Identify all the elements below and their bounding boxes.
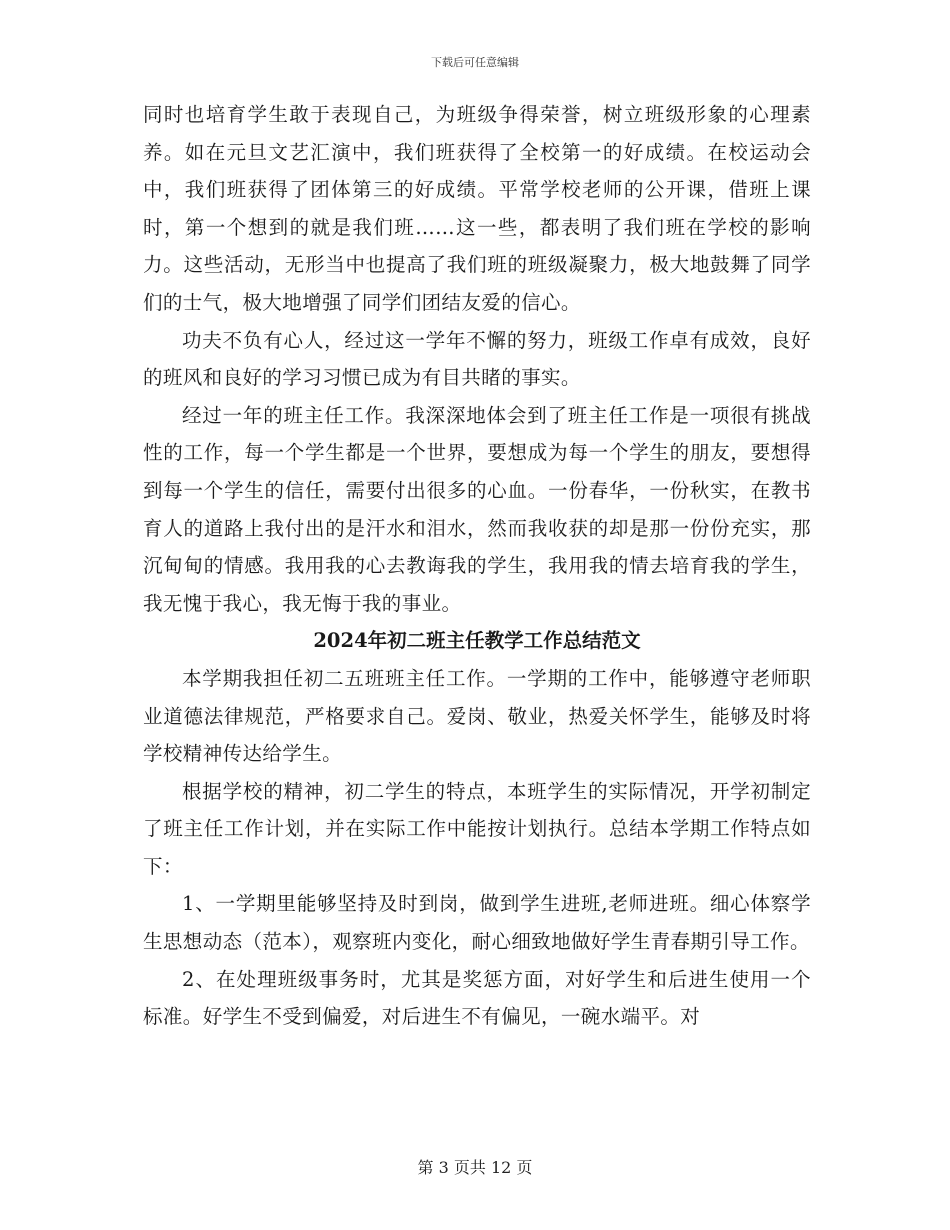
section-title: 2024年初二班主任教学工作总结范文 [313, 629, 641, 653]
paragraph-2: 功夫不负有心人，经过这一学年不懈的努力，班级工作卓有成效，良好的班风和良好的学习习惯已成为有目共睹的事实。 [143, 328, 811, 390]
paragraph-1: 同时也培育学生敢于表现自己，为班级争得荣誉，树立班级形象的心理素养。如在元旦文艺汇演中，我们班获得了全校第一的好成绩。在校运动会中，我们班获得了团体第三的好成绩。平常学校老师的公开课，借班上课时，第一个想到的就是我们班……这一些，都表明了我们班在学校的影响力。这些活动，无形当中也提高了我们班的班级凝聚力，极大地鼓舞了同学们的士气，极大地增强了同学们团结友爱的信心。 [143, 103, 811, 314]
section-paragraph-3: 1、一学期里能够坚持及时到岗，做到学生进班,老师进班。细心体察学生思想动态（范本），观察班内变化，耐心细致地做好学生青春期引导工作。 [143, 892, 811, 954]
section-paragraph-2: 根据学校的精神，初二学生的特点，本班学生的实际情况，开学初制定了班主任工作计划，并在实际工作中能按计划执行。总结本学期工作特点如下： [143, 779, 811, 878]
paragraph-3: 经过一年的班主任工作。我深深地体会到了班主任工作是一项很有挑战性的工作，每一个学生都是一个世界，要想成为每一个学生的朋友，要想得到每一个学生的信任，需要付出很多的心血。一份春华，一份秋实，在教书育人的道路上我付出的是汗水和泪水，然而我收获的却是那一份份充实，那沉甸甸的情感。我用我的心去教诲我的学生，我用我的情去培育我的学生，我无愧于我心，我无悔于我的事业。 [143, 403, 811, 615]
document-body [143, 96, 811, 1036]
page-footer: 第 3 页共 12 页 [417, 1158, 533, 1177]
section-paragraph-1: 本学期我担任初二五班班主任工作。一学期的工作中，能够遵守老师职业道德法律规范，严格要求自己。爱岗、敬业，热爱关怀学生，能够及时将学校精神传达给学生。 [143, 666, 811, 766]
page-header: 下载后可任意编辑 [431, 56, 519, 69]
section-paragraph-4: 2、在处理班级事务时，尤其是奖惩方面，对好学生和后进生使用一个标准。好学生不受到偏爱，对后进生不有偏见，一碗水端平。对 [143, 967, 811, 1029]
